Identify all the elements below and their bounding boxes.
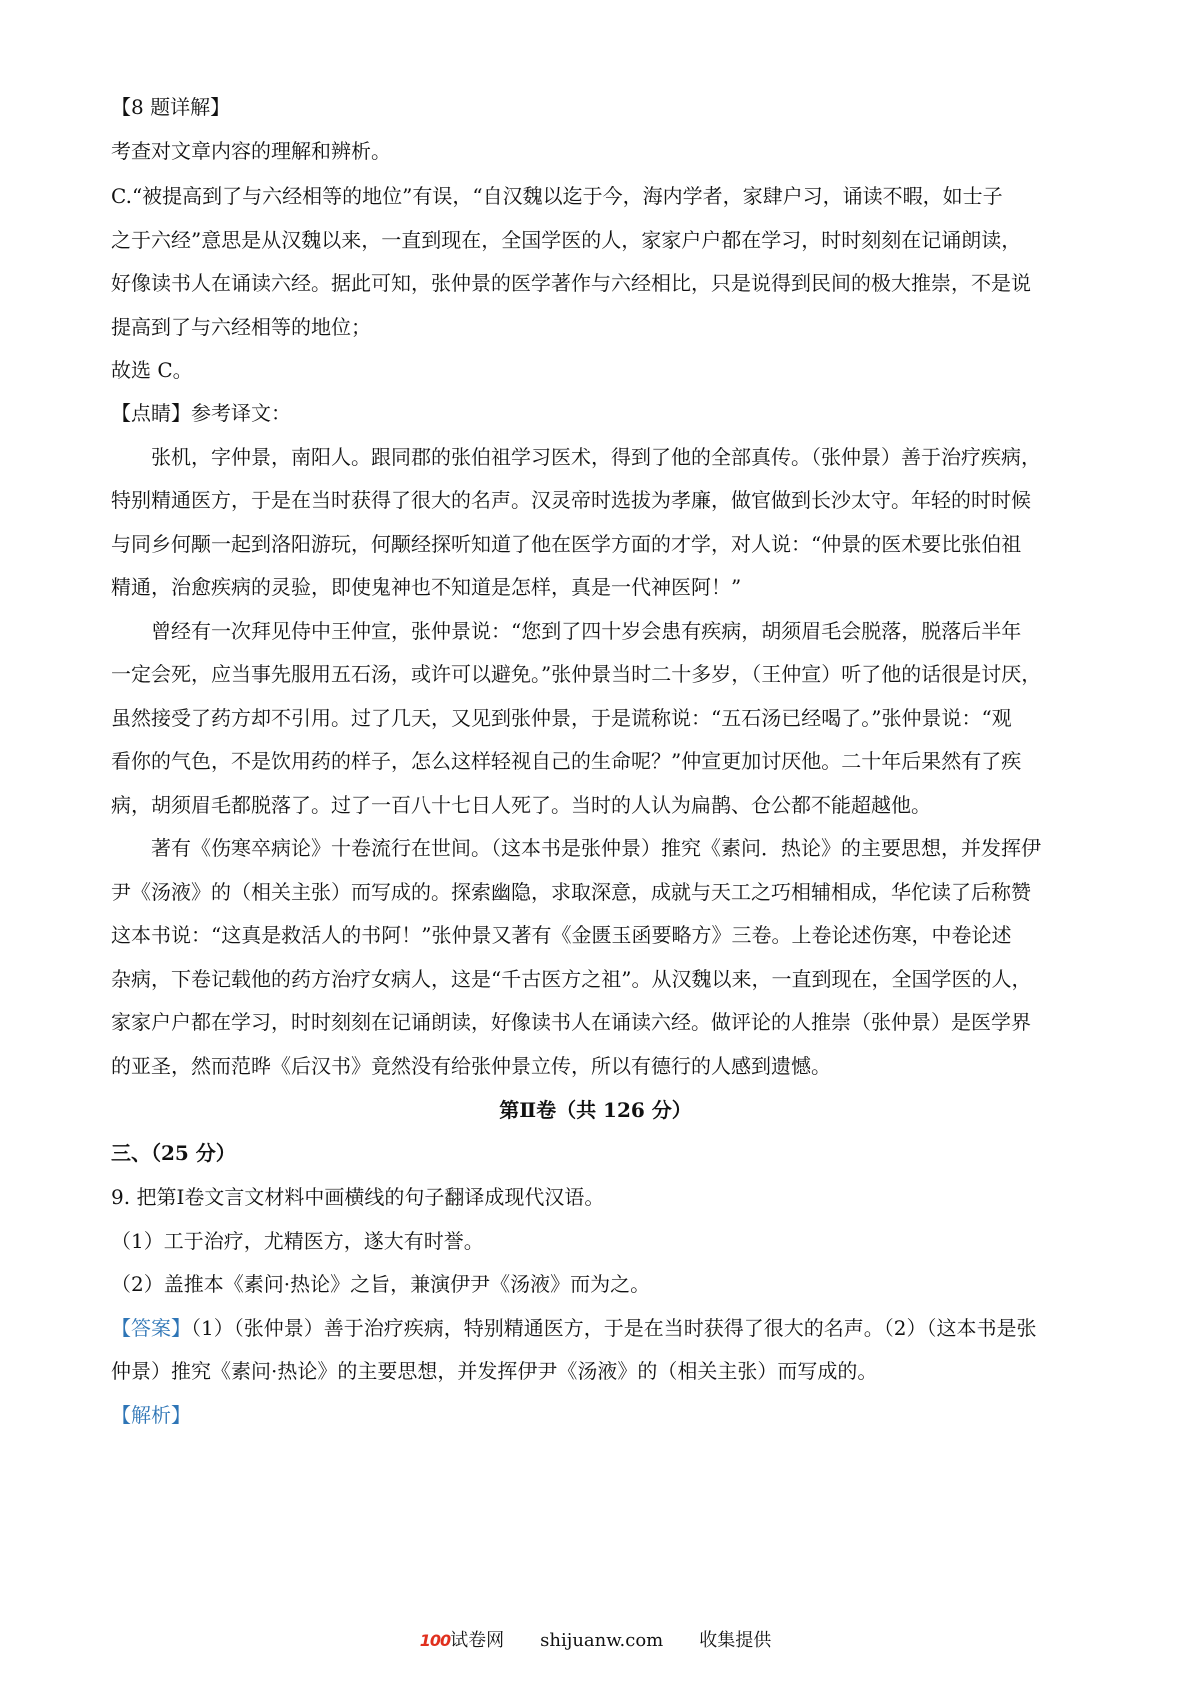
analysis-tag: 【解析】: [111, 1403, 191, 1427]
translation-line: 一定会死，应当事先服用五石汤，或许可以避免。”张仲景当时二十多岁，（王仲宣）听了他的话很是讨厌，: [111, 662, 1042, 686]
translation-line: 特别精通医方，于是在当时获得了很大的名声。汉灵帝时选拔为孝廉，做官做到长沙太守。年轻的时时候: [111, 488, 1031, 512]
translation-line: 病，胡须眉毛都脱落了。过了一百八十七日人死了。当时的人认为扁鹊、仓公都不能超越他。: [111, 793, 931, 817]
q8-option-c-line: 好像读书人在诵读六经。据此可知，张仲景的医学著作与六经相比，只是说得到民间的极大推崇，不是说: [111, 271, 1031, 295]
answer-line: 仲景）推究《素问·热论》的主要思想，并发挥伊尹《汤液》的（相关主张）而写成的。: [111, 1359, 878, 1383]
question-9-item: （2）盖推本《素问·热论》之旨，兼演伊尹《汤液》而为之。: [111, 1272, 651, 1296]
question-9-item: （1）工于治疗，尤精医方，遂大有时誉。: [111, 1229, 484, 1253]
translation-line: 曾经有一次拜见侍中王仲宣，张仲景说：“您到了四十岁会患有疾病，胡须眉毛会脱落，脱落后半年: [151, 619, 1022, 643]
q8-intro-text: 考查对文章内容的理解和辨析。: [111, 139, 391, 163]
footer-note: 收集提供: [699, 1630, 772, 1651]
dianjing-heading: 【点睛】参考译文：: [111, 401, 291, 425]
q8-option-c-line: 提高到了与六经相等的地位；: [111, 315, 371, 339]
volume-title: 第Ⅱ卷（共 126 分）: [499, 1098, 692, 1122]
q8-option-c-line: C.“被提高到了与六经相等的地位”有误，“自汉魏以迄于今，海内学者，家肆户习，诵读不暇，如士子: [111, 184, 1003, 208]
answer-text: （1）（张仲景）善于治疗疾病，特别精通医方，于是在当时获得了很大的名声。（2）（这本书是张: [191, 1316, 1037, 1340]
q8-choice-text: 故选 C。: [111, 358, 193, 382]
translation-line: 看你的气色，不是饮用药的样子，怎么这样轻视自己的生命呢？”仲宣更加讨厌他。二十年后果然有了疾: [111, 749, 1022, 773]
site-name: 试卷网: [450, 1630, 505, 1651]
translation-line: 尹《汤液》的（相关主张）而写成的。探索幽隐，求取深意，成就与天工之巧相辅相成，华佗读了后称赞: [111, 880, 1031, 904]
page-footer: [0, 1628, 1191, 1654]
translation-line: 的亚圣，然而范晔《后汉书》竟然没有给张仲景立传，所以有德行的人感到遗憾。: [111, 1054, 831, 1078]
section-title: 三、（25 分）: [111, 1141, 236, 1165]
answer-line: [111, 1313, 1091, 1343]
q8-option-c-line: 之于六经”意思是从汉魏以来，一直到现在，全国学医的人，家家户户都在学习，时时刻刻在记诵朗读，: [111, 228, 1022, 252]
translation-line: 家家户户都在学习，时时刻刻在记诵朗读，好像读书人在诵读六经。做评论的人推崇（张仲景）是医学界: [111, 1010, 1031, 1034]
q8-explanation-heading: 【8 题详解】: [111, 95, 231, 119]
translation-line: 张机，字仲景，南阳人。跟同郡的张伯祖学习医术，得到了他的全部真传。（张仲景）善于治疗疾病，: [151, 445, 1041, 469]
translation-line: 这本书说：“这真是救活人的书阿！”张仲景又著有《金匮玉函要略方》三卷。上卷论述伤寒，中卷论述: [111, 923, 1012, 947]
answer-tag: 【答案】: [111, 1316, 191, 1340]
site-domain: shijuanw.com: [540, 1630, 664, 1651]
translation-line: 杂病，下卷记载他的药方治疗女病人，这是“千古医方之祖”。从汉魏以来，一直到现在，全国学医的人，: [111, 967, 1032, 991]
question-9-prompt: 9. 把第Ⅰ卷文言文材料中画横线的句子翻译成现代汉语。: [111, 1185, 605, 1209]
translation-line: 著有《伤寒卒病论》十卷流行在世间。（这本书是张仲景）推究《素问．热论》的主要思想，并发挥伊: [151, 836, 1041, 860]
translation-line: 与同乡何颙一起到洛阳游玩，何颙经探听知道了他在医学方面的才学，对人说：“仲景的医术要比张伯祖: [111, 532, 1022, 556]
site-logo-icon: 100: [419, 1631, 451, 1650]
translation-line: 精通，治愈疾病的灵验，即使鬼神也不知道是怎样，真是一代神医阿！”: [111, 575, 742, 599]
translation-line: 虽然接受了药方却不引用。过了几天，又见到张仲景，于是谎称说：“五石汤已经喝了。”张仲景说：“观: [111, 706, 1012, 730]
